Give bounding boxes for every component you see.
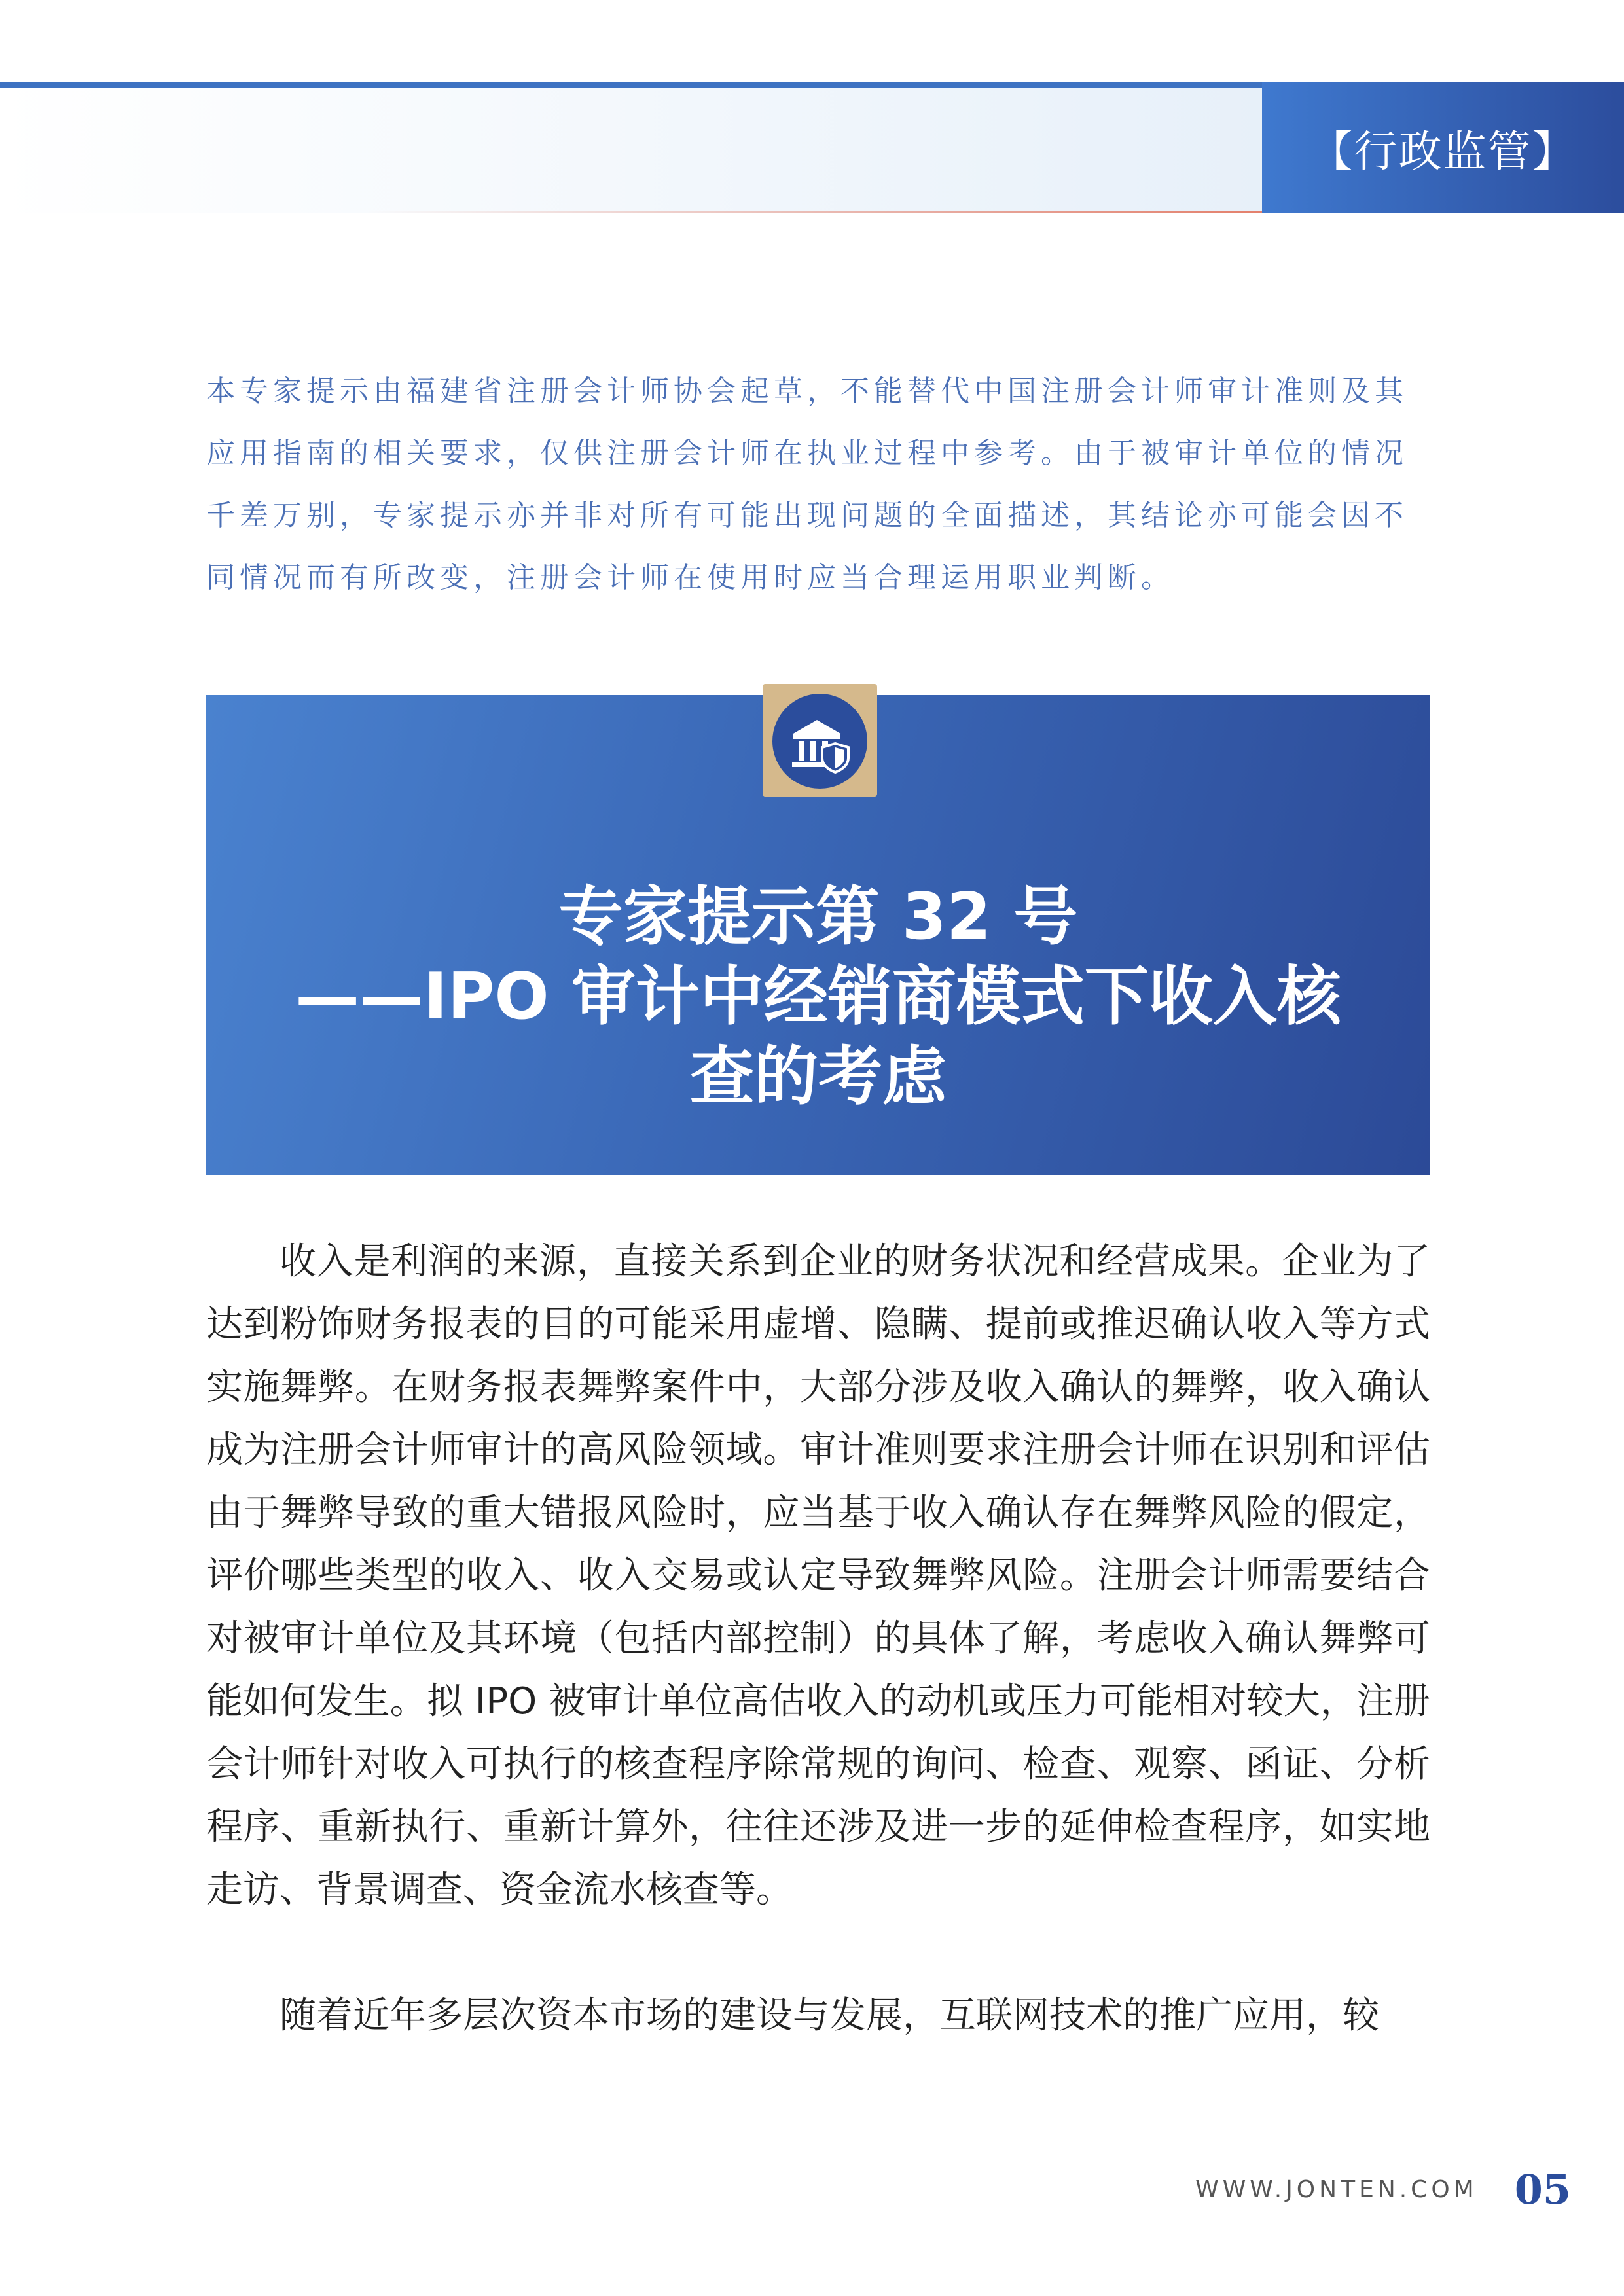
page-footer — [1195, 2165, 1571, 2214]
title-line-1: 专家提示第 32 号 — [558, 880, 1078, 954]
header-band — [0, 88, 1263, 213]
body-content — [206, 1230, 1430, 2047]
title-line-3: 查的考虑 — [689, 1039, 947, 1114]
title-line-2: ——IPO 审计中经销商模式下收入核 — [295, 960, 1341, 1034]
section-tag: 【行政监管】 — [1262, 82, 1624, 213]
disclaimer-text: 本专家提示由福建省注册会计师协会起草，不能替代中国注册会计师审计准则及其应用指南的相关要求，仅供注册会计师在执业过程中参考。由于被审计单位的情况千差万别，专家提示亦并非对所有可能出现问题的全面描述，其结论亦可能会因不同情况而有所改变，注册会计师在使用时应当合理运用职业判断。 — [206, 374, 1408, 594]
header-top-line — [0, 82, 1263, 88]
page-number: 05 — [1514, 2165, 1571, 2214]
bank-shield-icon — [772, 694, 867, 789]
body-paragraph-1: 收入是利润的来源，直接关系到企业的财务状况和经营成果。企业为了达到粉饰财务报表的目的可能采用虚增、隐瞒、提前或推迟确认收入等方式实施舞弊。在财务报表舞弊案件中，大部分涉及收入确认的舞弊，收入确认成为注册会计师审计的高风险领域。审计准则要求注册会计师在识别和评估由于舞弊导致的重大错报风险时，应当基于收入确认存在舞弊风险的假定，评价哪些类型的收入、收入交易或认定导致舞弊风险。注册会计师需要结合对被审计单位及其环境（包括内部控制）的具体了解，考虑收入确认舞弊可能如何发生。拟 IPO 被审计单位高估收入的动机或压力可能相对较大，注册会计师针对收入可执行的核查程序除常规的询问、检查、观察、函证、分析程序、重新执行、重新计算外，往往还涉及进一步的延伸检查程序，如实地走访、背景调查、资金流水核查等。 — [206, 1240, 1430, 1911]
header-accent-line — [367, 211, 1263, 213]
document-title — [206, 877, 1430, 1117]
body-paragraph-2: 随着近年多层次资本市场的建设与发展，互联网技术的推广应用，较 — [280, 1994, 1379, 2037]
footer-url: WWW.JONTEN.COM — [1195, 2176, 1478, 2203]
